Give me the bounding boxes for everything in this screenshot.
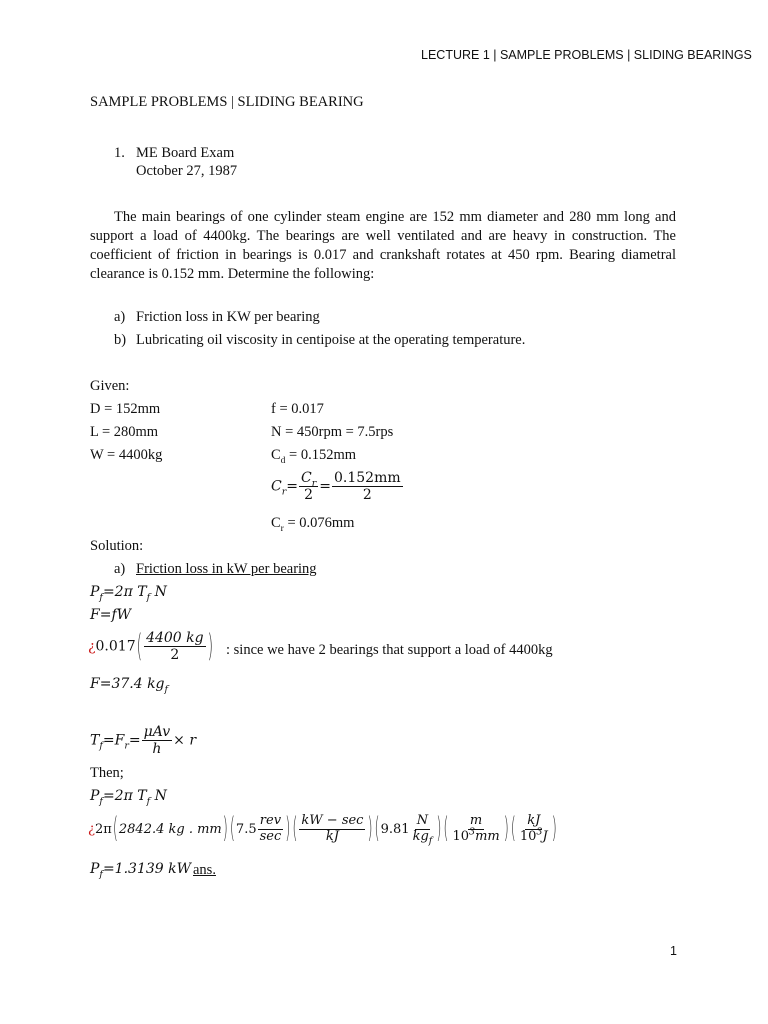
answer-mark: ans.: [193, 862, 216, 878]
page-number: 1: [670, 944, 677, 958]
friction-force-result: F=37.4 $kg_f$: [90, 676, 169, 695]
radial-clearance-equation: $C_r=$ $\frac{C_r}{2}$ = $\frac{0.152mm}{2}$: [271, 470, 401, 504]
friction-power-result: $P_f=1.3139$ kW: [90, 861, 191, 880]
problem-statement: The main bearings of one cylinder steam engine are 152 mm diameter and 280 mm long and support a load of 4400kg. The bearings are well ventilated and are heavy in construction. The coefficient of friction in bearings is 0.017 and crankshaft rotates at 450 rpm. Bearing diametral clearance is 0.152 mm. Determine the following:: [90, 209, 676, 282]
task-b-text: Lubricating oil viscosity in centipoise at the operating temperature.: [136, 332, 526, 348]
part-a-marker: a): [114, 561, 126, 577]
given-diametral-clearance: $C_d = 0.152mm$: [271, 447, 357, 466]
item-source: ME Board Exam: [136, 145, 235, 161]
part-a-title: Friction loss in kW per bearing: [136, 561, 317, 577]
running-header: LECTURE 1 | SAMPLE PROBLEMS | SLIDING BEARINGS: [421, 48, 752, 62]
item-number: 1.: [114, 145, 125, 161]
given-length: L = 280mm: [90, 424, 159, 440]
given-load: W = 4400kg: [90, 447, 163, 463]
given-radial-clearance: $C_r = 0.076mm$: [271, 515, 355, 534]
given-speed: N = 450rpm = 7.5rps: [271, 424, 394, 440]
given-label: Given:: [90, 378, 130, 394]
task-b-marker: b): [114, 332, 127, 348]
friction-power-substitution: ¿2π ( 2842.4 kg . mm ) ( 7.5 $\frac{\text{rev}}{\sec}$ ) ( $\frac{kW - \sec}{kJ}$ ) ( 9.81 $\frac{N}{kg_f}$ ) ( $\frac{m}{10^3mm}$ ) ( $\frac{kJ}{10^3J}$ ): [88, 812, 557, 847]
then-label: Then;: [90, 765, 124, 781]
bearing-note: : since we have 2 bearings that support a load of 4400kg: [226, 642, 553, 658]
friction-torque-equation: $T_f=F_r=$ $\frac{\text{μAv}}{h}$ × r: [90, 724, 197, 758]
given-diameter: D = 152mm: [90, 401, 161, 417]
page-title: SAMPLE PROBLEMS | SLIDING BEARING: [90, 94, 364, 110]
given-friction-coef: f = 0.017: [271, 401, 324, 417]
friction-force-equation: F=fW: [90, 607, 132, 623]
friction-force-substitution: ¿0.017 ( $\frac{4400 kg}{2}$ ): [88, 628, 214, 665]
friction-power-equation: $P_f=2\pi$ $T_f$ N: [90, 584, 167, 603]
item-date: October 27, 1987: [136, 163, 238, 179]
task-a-text: Friction loss in KW per bearing: [136, 309, 320, 325]
solution-label: Solution:: [90, 538, 144, 554]
task-a-marker: a): [114, 309, 126, 325]
friction-power-equation-repeat: $P_f=2\pi$ $T_f$ N: [90, 788, 167, 807]
